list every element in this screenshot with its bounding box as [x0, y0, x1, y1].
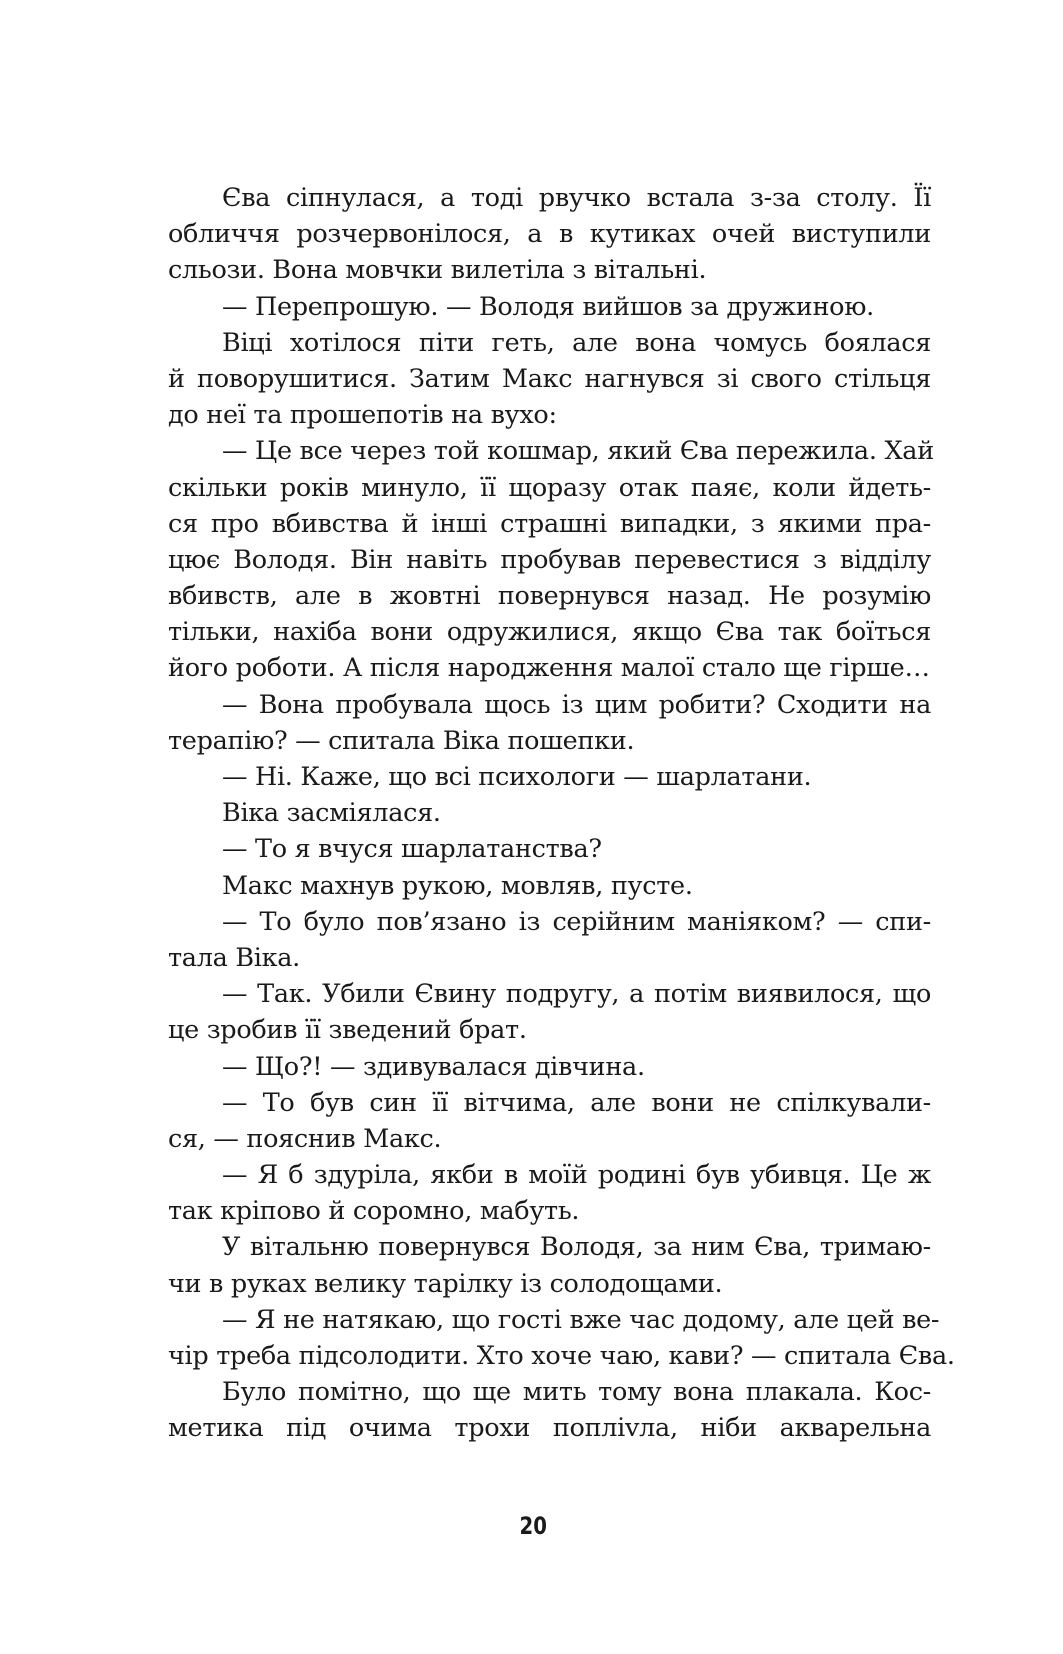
text-line: — Я б здуріла, якби в моїй родині був убивця. Це ж [222, 1160, 931, 1191]
text-line: — Що?! — здивувалася дівчина. [222, 1051, 645, 1082]
text-line: Єва сіпнулася, а тоді рвучко встала з-за столу. Її [222, 183, 931, 213]
text-line: тала Віка. [168, 942, 300, 973]
text-line: терапію? — спитала Віка пошепки. [168, 725, 635, 756]
text-line: — Ні. Каже, що всі психологи — шарлатани. [222, 762, 812, 792]
text-line: метика під очима трохи поплivла, ніби акварельна [168, 1413, 931, 1444]
text-line: так кріпово й соромно, мабуть. [168, 1196, 580, 1227]
text-line: Було помітно, що ще мить тому вона плакала. Кос- [222, 1377, 931, 1408]
text-line: У вітальню повернувся Володя, за ним Єва, тримаю- [222, 1232, 931, 1263]
text-line: — То було пов’язано із серійним маніяком? — спи- [222, 906, 931, 937]
text-line: обличчя розчервонілося, а в кутиках очей виступили [168, 219, 931, 250]
text-line: цює Володя. Він навіть пробував перевестися з відділу [168, 544, 931, 575]
text-line: — То був син її вітчима, але вони не спілкували- [222, 1087, 931, 1118]
text-line: тільки, нахіба вони одружилися, якщо Єва так боїться [168, 617, 931, 648]
text-line: — Це все через той кошмар, який Єва пережила. Хай [222, 436, 934, 467]
text-line: його роботи. А після народження малої стало ще гірше… [168, 653, 930, 684]
text-line: Віка засміялася. [222, 798, 441, 829]
text-line: сльози. Вона мовчки вилетіла з вітальні. [168, 255, 707, 286]
body-text [168, 180, 955, 1447]
text-line: — Я не натякаю, що гості вже час додому, але цей ве- [222, 1304, 940, 1335]
text-line: це зробив її зведений брат. [168, 1015, 527, 1046]
text-line: скільки років минуло, її щоразу отак паяє, коли йдеть- [168, 472, 931, 503]
text-line: вбивств, але в жовтні повернувся назад. Не розумію [168, 581, 931, 612]
text-line: Макс махнув рукою, мовляв, пусте. [222, 870, 693, 901]
text-line: — Перепрошую. — Володя вийшов за дружиною. [222, 291, 874, 322]
text-line: ся, — пояснив Макс. [168, 1123, 442, 1154]
text-line: до неї та прошепотів на вухо: [168, 400, 557, 431]
text-line: Віці хотілося піти геть, але вона чомусь боялася [222, 327, 931, 358]
text-line: й поворушитися. Затим Макс нагнувся зі свого стільця [168, 363, 931, 394]
text-line: — Вона пробувала щось із цим робити? Сходити на [222, 689, 931, 720]
text-line: чи в руках велику тарілку із солодощами. [168, 1268, 723, 1299]
page-number: 20 [519, 1512, 547, 1540]
text-line: — Так. Убили Євину подругу, а потім виявилося, що [222, 979, 931, 1010]
text-line: ся про вбивства й інші страшні випадки, з якими пра- [168, 508, 931, 539]
text-line: — То я вчуся шарлатанства? [222, 834, 602, 865]
text-line: чір треба підсолодити. Хто хоче чаю, кави? — спитала Єва. [168, 1341, 955, 1371]
